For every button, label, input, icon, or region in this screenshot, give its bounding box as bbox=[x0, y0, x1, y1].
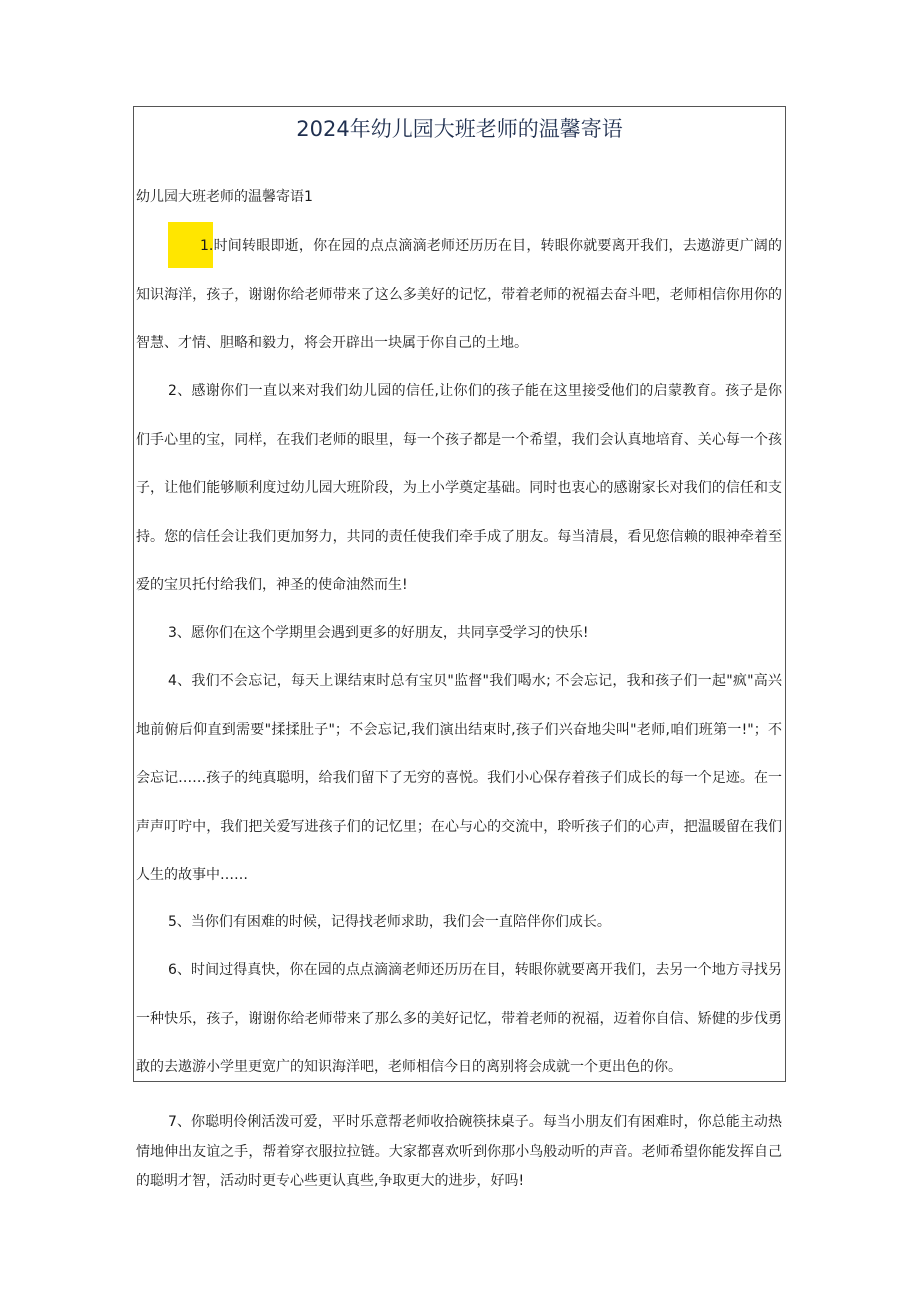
paragraph-1 bbox=[136, 222, 782, 368]
section-subtitle: 幼儿园大班老师的温馨寄语1 bbox=[136, 189, 313, 205]
paragraph-4: 4、我们不会忘记，每天上课结束时总有宝贝"监督"我们喝水; 不会忘记，我和孩子们一起"疯"高兴地前俯后仰直到需要"揉揉肚子"；不会忘记,我们演出结束时,孩子们兴奋地尖叫"老师,咱们班第一!"；不会忘记……孩子的纯真聪明，给我们留下了无穷的喜悦。我们小心保存着孩子们成长的每一个足迹。在一声声叮咛中，我们把关爱写进孩子们的记忆里；在心与心的交流中，聆听孩子们的心声，把温暖留在我们人生的故事中…… bbox=[136, 673, 782, 883]
paragraph-2: 2、感谢你们一直以来对我们幼儿园的信任,让你们的孩子能在这里接受他们的启蒙教育。孩子是你们手心里的宝，同样，在我们老师的眼里，每一个孩子都是一个希望，我们会认真地培育、关心每一个孩子，让他们能够顺利度过幼儿园大班阶段，为上小学奠定基础。同时也衷心的感谢家长对我们的信任和支持。您的信任会让我们更加努力，共同的责任使我们牵手成了朋友。每当清晨，看见您信赖的眼神牵着至爱的宝贝托付给我们，神圣的使命油然而生! bbox=[136, 383, 782, 593]
paragraph-5: 5、当你们有困难的时候，记得找老师求助，我们会一直陪伴你们成长。 bbox=[168, 914, 611, 930]
paragraph-7: 7、你聪明伶俐活泼可爱，平时乐意帮老师收拾碗筷抹桌子。每当小朋友们有困难时，你总能主动热情地伸出友谊之手，帮着穿衣服拉拉链。大家都喜欢听到你那小鸟般动听的声音。老师希望你能发挥自己的聪明才智，活动时更专心些更认真些,争取更大的进步，好吗! bbox=[136, 1114, 782, 1189]
paragraph-1-text: 时间转眼即逝，你在园的点点滴滴老师还历历在目，转眼你就要离开我们，去遨游更广阔的知识海洋，孩子，谢谢你给老师带来了这么多美好的记忆，带着老师的祝福去奋斗吧，老师相信你用你的智慧、才情、胆略和毅力，将会开辟出一块属于你自己的土地。 bbox=[136, 238, 782, 351]
highlighted-number: 1. bbox=[168, 222, 213, 268]
paragraph-6: 6、时间过得真快，你在园的点点滴滴老师还历历在目，转眼你就要离开我们，去另一个地方寻找另一种快乐，孩子，谢谢你给老师带来了那么多的美好记忆，带着老师的祝福，迈着你自信、矫健的步伐勇敢的去遨游小学里更宽广的知识海洋吧，老师相信今日的离别将会成就一个更出色的你。 bbox=[136, 962, 782, 1075]
page-title: 2024年幼儿园大班老师的温馨寄语 bbox=[296, 117, 623, 141]
paragraph-3: 3、愿你们在这个学期里会遇到更多的好朋友，共同享受学习的快乐! bbox=[168, 625, 589, 641]
